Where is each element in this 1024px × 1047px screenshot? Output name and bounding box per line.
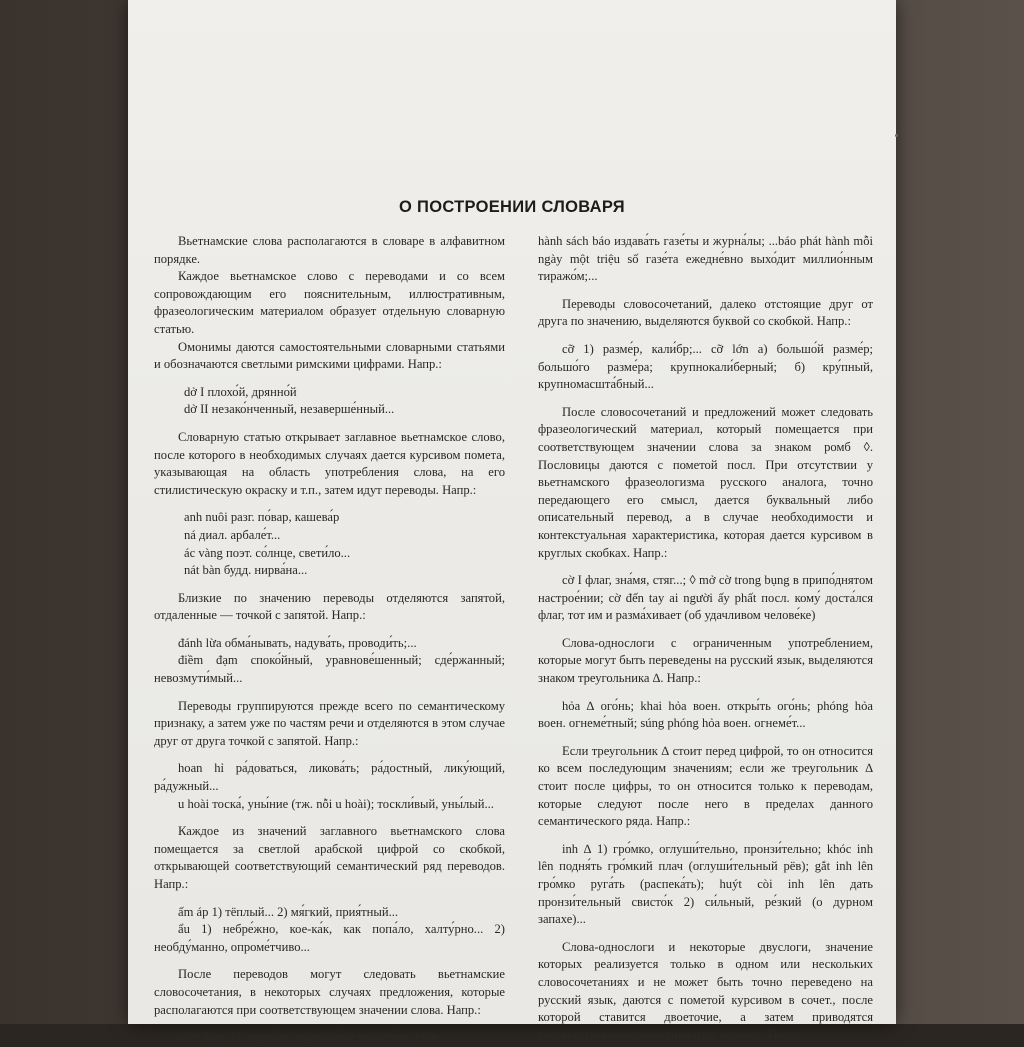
- paragraph: Каждое вьетнамское слово с переводами и со всем сопровождающим его пояснительным, иллюстративным, фразеологическим материалом образует отдельную словарную статью.: [154, 269, 505, 336]
- example-entry: phát hành 1) издава́ть, выпуска́ть; выходи́ть; phát: [178, 1030, 438, 1045]
- paragraph: После словосочетаний и предложений может следовать фразеологический материал, который помещается при соответствующем значении слова за знаком ромб ◊. Пословицы даются с пометой посл. При отсутствии у вьетнамского фразеологизма русского аналога, точно передающего его смысл, дается буквальный либо описательный перевод, а в случае необходимости и контекстуальная характеристика, которая дается курсивом в круглых скобках. Напр.:: [538, 404, 873, 560]
- example-entry: ẩu 1) небре́жно, кое-ка́к, как попа́ло, халту́рно... 2) необду́манно, опроме́тчиво...: [154, 922, 505, 954]
- example-entry: inh ∆ 1) гро́мко, оглуши́тельно, пронзи́тельно; khóc inh lên подня́ть гро́мкий плач (оглуши́тельный рёв); gắt inh lên гро́мко руга́ть (распека́ть); huýt còi inh lên дать пронзи́тельный свисто́к 2) си́льный, ре́зкий (о дурном запахе)...: [538, 841, 873, 927]
- example-entry: ấm áp 1) тёплый... 2) мя́гкий, прия́тный...: [178, 904, 399, 919]
- example-entry: cỡ 1) разме́р, кали́бр;... cỡ lớn а) большо́й разме́р; большо́го разме́ра; крупнокали́берный; б) кру́пный, крупномасшта́бный...: [538, 341, 873, 392]
- paragraph: После переводов могут следовать вьетнамские словосочетания, в некоторых случаях предложения, которые располагаются при соответствующем значении слова. Напр.:: [154, 967, 505, 1017]
- paragraph: Вьетнамские слова располагаются в словаре в алфавитном порядке.: [154, 234, 505, 266]
- paragraph: Каждое из значений заглавного вьетнамского слова помещается за светлой арабской цифрой со скобкой, открывающей соответствующий семантический ряд переводов. Напр.:: [154, 824, 505, 891]
- example-entry: điềm đạm споко́йный, уравнове́шенный; сде́ржанный; невозмути́мый...: [154, 653, 505, 686]
- paragraph: Переводы группируются прежде всего по семантическому признаку, а затем уже по частям речи и отделяются в этом случае друг от друга точкой с запятой. Напр.:: [154, 698, 505, 748]
- example-entry: anh nuôi разг. по́вар, кашева́р: [184, 510, 340, 525]
- page-speck: [895, 134, 898, 137]
- example-entry: đánh lừa обма́нывать, надува́ть, проводи́ть;...: [178, 635, 417, 650]
- example-entry: ác vàng поэт. со́лнце, свети́ло...: [184, 545, 351, 560]
- page-title: О ПОСТРОЕНИИ СЛОВАРЯ: [399, 198, 625, 216]
- example-entry: hoan hỉ ра́доваться, ликова́ть; ра́достный, лику́ющий, ра́дужный...: [154, 761, 505, 794]
- example-entry: dở I плохо́й, дрянно́й: [184, 384, 297, 399]
- right-column: [538, 233, 873, 1044]
- example-entry: nát bàn будд. нирва́на...: [184, 563, 308, 578]
- paragraph: Слова-однослоги и некоторые двуслоги, значение которых реализуется только в одном или нескольких словосочетаниях и не может быть точно переведено на русский язык, даются с пометой курсивом в сочет., после которой ставится двоеточие, а затем приводятся соответствующие сочетания и их перевод. Напр.:: [538, 939, 873, 1042]
- example-entry: cờ I флаг, зна́мя, стяг...; ◊ mở cờ trong bụng в припо́днятом настрое́нии; cờ đến tay ai người ấy phất посл. кому́ доста́лся флаг, тот им и разма́хивает (об удачливом челове́ке): [538, 573, 873, 623]
- example-entry: dở II незако́нченный, незаверше́нный...: [184, 402, 395, 417]
- paragraph: Словарную статью открывает заглавное вьетнамское слово, после которого в необходимых случаях дается курсивом помета, указывающая на область употребления слова, на его стилистическую окраску и т.п., затем идут переводы. Напр.:: [154, 429, 505, 497]
- example-entry: u hoài тоска́, уны́ние (тж. nỗi u hoài); тоскли́вый, уны́лый...: [178, 796, 494, 811]
- example-entry: ná диал. арбале́т...: [184, 527, 281, 542]
- dictionary-page: [128, 0, 896, 1045]
- example-entry: hỏa ∆ ого́нь; khai hỏa воен. откры́ть ого́нь; phóng hỏa воен. огнеме́тный; súng phóng hỏa воен. огнеме́т...: [538, 698, 873, 731]
- paragraph: Омонимы даются самостоятельными словарными статьями и обозначаются светлыми римскими цифрами. Напр.:: [154, 339, 505, 372]
- example-entry: hành sách báo издава́ть газе́ты и журна́лы; ...báo phát hành mỗi ngày một triệu số газе́та ежедне́вно выхо́дит миллио́нным тиражо́м;...: [538, 234, 873, 284]
- paragraph: Если треугольник ∆ стоит перед цифрой, то он относится ко всем последующим значениям; если же треугольник ∆ стоит после цифры, то он относится только к переводам, которые следуют после него в пределах данного семантического ряда. Напр.:: [538, 743, 873, 829]
- left-column: [154, 233, 505, 1047]
- paragraph: Слова-однослоги с ограниченным употреблением, которые могут быть переведены на русский язык, выделяются знаком треугольника ∆. Напр.:: [538, 635, 873, 686]
- paragraph: Переводы словосочетаний, далеко отстоящие друг от друга по значению, выделяются буквой со скобкой. Напр.:: [538, 296, 873, 329]
- paragraph: Близкие по значению переводы отделяются запятой, отдаленные — точкой с запятой. Напр.:: [154, 590, 505, 623]
